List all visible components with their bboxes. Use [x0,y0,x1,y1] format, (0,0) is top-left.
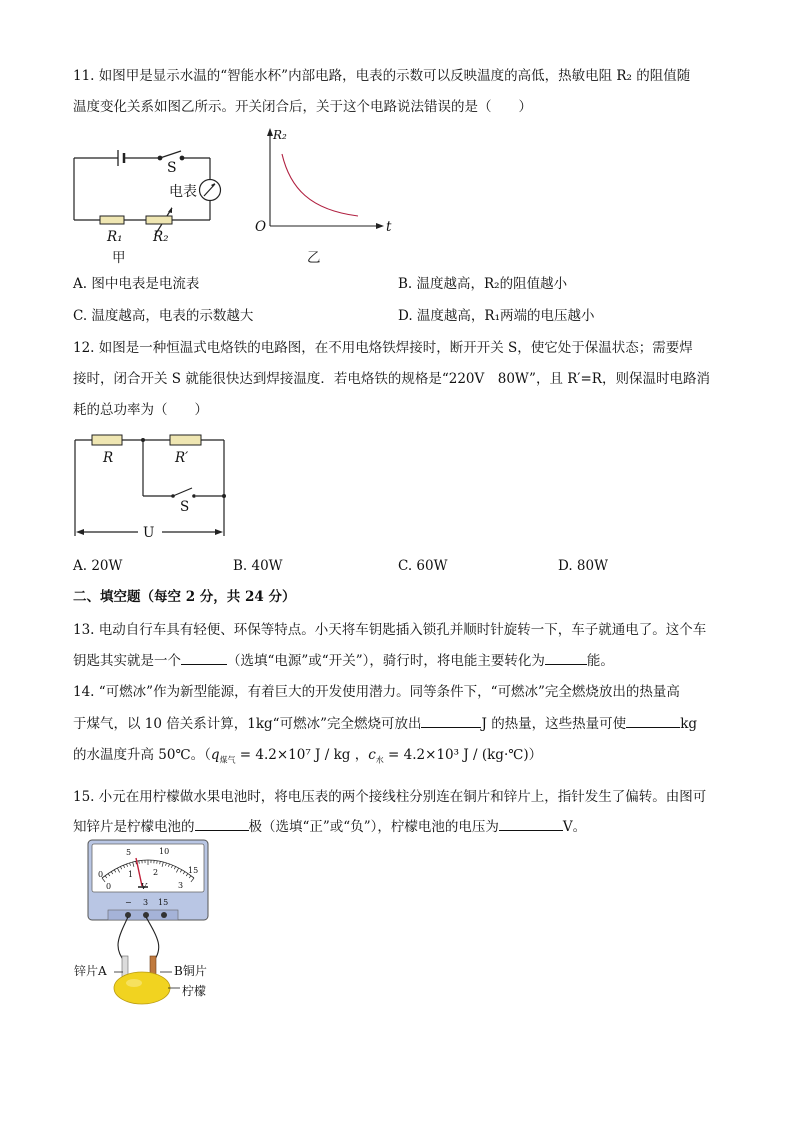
q14-text-b: J 的热量，这些热量可使 [481,716,627,732]
q-symbol: q [210,747,220,763]
c-water-formula [368,747,528,763]
q15-blank-1[interactable] [195,816,249,831]
r-prime-label: R′ [175,450,189,466]
q11-line1: 11. 如图甲是显示水温的“智能水杯”内部电路，电表的示数可以反映温度的高低，热敏电阻 R₂ 的阻值随 [73,68,691,84]
q13-text-c: 能。 [586,653,614,669]
q12-line2: 接时，闭合开关 S 就能很快达到焊接温度．若电烙铁的规格是“220V 80W”，且 R′=R，则保温时电路消 [73,371,710,387]
c-value: = 4.2×10³ J / (kg·℃) [383,747,529,763]
q11-option-c: C. 温度越高，电表的示数越大 [73,308,254,324]
r-label: R [103,450,114,466]
scale-upper-5: 5 [126,848,132,857]
c-subscript: 水 [375,755,384,765]
section-title: 二、填空题（每空 2 分，共 24 分） [73,589,296,605]
copper-label: B铜片 [174,964,207,978]
q13-line2 [73,650,614,671]
voltage-u-label: U [143,525,155,541]
q13-blank-2[interactable] [545,650,587,665]
r2-label: R₂ [153,229,169,245]
q15-line2 [73,816,586,837]
q15-line1: 15. 小元在用柠檬做水果电池时，将电压表的两个接线柱分别连在铜片和锌片上，指针发生了偏转。由图可 [73,789,707,805]
fig-jia-caption: 甲 [112,250,126,266]
q14-blank-1[interactable] [421,713,481,728]
scale-lower-1: 1 [128,870,134,879]
q14-text-end: ） [528,747,543,763]
q14-line1: 14. “可燃冰”作为新型能源，有着巨大的开发使用潜力。同等条件下，“可燃冰”完全燃烧放出的热量高 [73,684,680,700]
scale-lower-3: 3 [178,881,184,890]
q11-option-b: B. 温度越高，R₂的阻值越小 [398,276,568,292]
fig-yi-caption: 乙 [307,250,321,266]
scale-lower-0: 0 [106,882,112,891]
graph-x-label: t [386,219,392,235]
q12-line3: 耗的总功率为（ ） [73,402,208,418]
meter-label: 电表 [169,184,197,200]
switch-s-label: S [167,160,177,176]
terminal-15: 15 [158,898,169,907]
graph-y-label: R₂ [273,128,287,142]
graph-yi [260,126,400,236]
scale-unit: V [141,882,147,891]
scale-upper-10: 10 [159,847,170,856]
terminal-negative: − [125,898,132,907]
q-gas-formula [211,747,368,763]
q12-option-b: B. 40W [233,558,283,574]
scale-upper-0: 0 [98,870,104,879]
q14-text-a: 于煤气，以 10 倍关系计算，1kg“可燃冰”完全燃烧可放出 [73,716,422,732]
q11-line2: 温度变化关系如图乙所示。开关闭合后，关于这个电路说法错误的是（ ） [73,99,532,115]
q12-option-d: D. 80W [558,558,608,574]
q14-text-c: kg [680,716,698,732]
q15-text-c: V。 [562,819,587,835]
circuit-jia-diagram [60,140,235,265]
lemon-label: 柠檬 [182,984,207,998]
r1-label: R₁ [107,229,123,245]
terminal-3: 3 [143,898,149,907]
c-symbol: c [368,747,376,763]
q12-option-c: C. 60W [398,558,448,574]
q11-option-a: A. 图中电表是电流表 [73,276,200,292]
q15-text-a: 知锌片是柠檬电池的 [73,819,195,835]
scale-upper-15: 15 [188,866,199,875]
q11-option-d: D. 温度越高，R₁两端的电压越小 [398,308,595,324]
q-value: = 4.2×10⁷ J / kg ， [235,747,369,763]
q13-text-b: （选填“电源”或“开关”），骑行时，将电能主要转化为 [227,653,545,669]
q12-line1: 12. 如图是一种恒温式电烙铁的电路图，在不用电烙铁焊接时，断开开关 S，使它处于保温状态；需要焊 [73,340,693,356]
scale-lower-2: 2 [153,868,159,877]
switch-s-label-2: S [180,499,190,515]
graph-origin-label: O [255,219,267,235]
q13-blank-1[interactable] [181,650,227,665]
q14-line2 [73,713,697,734]
q15-text-b: 极（选填“正”或“负”），柠檬电池的电压为 [248,819,499,835]
q14-line3 [73,745,542,771]
q12-option-a: A. 20W [73,558,123,574]
q-subscript: 煤气 [219,755,236,765]
q14-blank-2[interactable] [626,713,680,728]
q13-text-a: 钥匙其实就是一个 [73,653,181,669]
q14-text-d: 的水温度升高 50℃。（ [73,747,211,763]
q15-blank-2[interactable] [499,816,563,831]
q13-line1: 13. 电动自行车具有轻便、环保等特点。小天将车钥匙插入锁孔并顺时针旋转一下，车子就通电了。这个车 [73,622,707,638]
zinc-label: 锌片A [74,964,107,978]
